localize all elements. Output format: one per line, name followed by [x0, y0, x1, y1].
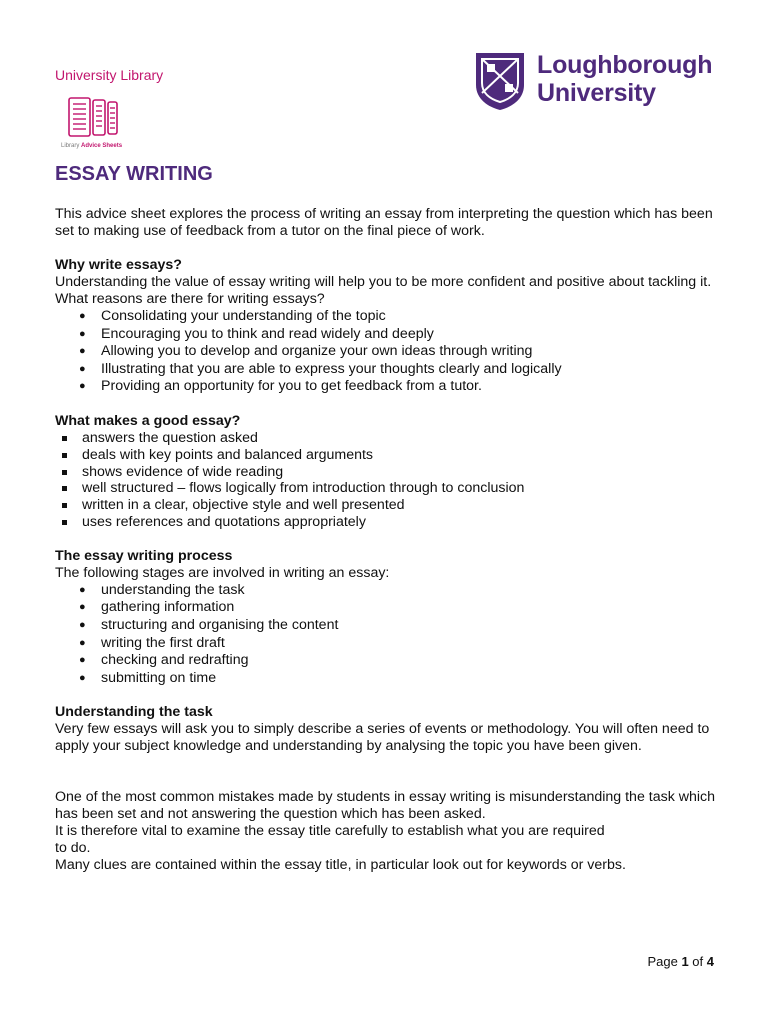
process-paragraph: The following stages are involved in writing an essay: [55, 564, 390, 581]
list-item: ● Illustrating that you are able to express your thoughts clearly and logically [79, 360, 562, 377]
task-paragraph-3-line-1: It is therefore vital to examine the essay title carefully to establish what you are required [55, 823, 605, 840]
list-item: ● writing the first draft [79, 634, 225, 651]
square-bullet-icon [62, 486, 67, 491]
section-heading-task: Understanding the task [55, 704, 213, 721]
square-bullet-icon [62, 470, 67, 475]
page-number: Page 1 of 4 [647, 954, 714, 969]
why-paragraph: Understanding the value of essay writing will help you to be more confident and positive about tackling it. What reasons are there for writing essays? [55, 274, 712, 307]
bullet-icon: ● [79, 310, 86, 322]
section-heading-process: The essay writing process [55, 547, 233, 564]
task-paragraph-2: One of the most common mistakes made by students in essay writing is misunderstanding the task which has been set and not answering the question which has been asked. [55, 789, 716, 823]
list-item: ● submitting on time [79, 669, 217, 686]
square-bullet-icon [62, 503, 67, 508]
process-list [55, 582, 723, 688]
bullet-icon: ● [79, 362, 86, 375]
list-item: written in a clear, objective style and well presented [55, 497, 723, 514]
list-item: ● gathering information [79, 599, 235, 616]
bullet-icon: ● [79, 618, 86, 631]
task-paragraph-3-line-2: to do. [55, 840, 91, 857]
square-bullet-icon [62, 453, 67, 458]
bullet-icon: ● [79, 583, 86, 596]
list-item: shows evidence of wide reading [55, 464, 723, 481]
section-heading-good-essay: What makes a good essay? [55, 412, 241, 429]
good-essay-list [55, 430, 723, 531]
list-item: ● Providing an opportunity for you to get feedback from a tutor. [79, 378, 482, 395]
task-paragraph-1: Very few essays will ask you to simply describe a series of events or methodology. You will often need to apply your subject knowledge and understanding by analysing the topic you have been given. [55, 721, 710, 755]
bullet-icon: ● [79, 654, 86, 667]
page-title: ESSAY WRITING [55, 163, 213, 185]
list-item: well structured – flows logically from introduction through to conclusion [55, 480, 723, 497]
list-item: ● Consolidating your understanding of the topic [79, 308, 386, 324]
advice-sheets-caption: Library Advice Sheets [61, 143, 123, 149]
why-list [55, 308, 723, 396]
unit-name: University Library [55, 67, 164, 83]
list-item: deals with key points and balanced arguments [55, 447, 723, 464]
bullet-icon: ● [79, 345, 86, 358]
bullet-icon: ● [79, 380, 86, 393]
bullet-icon: ● [79, 671, 86, 684]
university-logo-text: Loughborough University [537, 51, 713, 107]
list-item: ● Encouraging you to think and read widely and deeply [79, 325, 434, 342]
task-paragraph-4: Many clues are contained within the essay title, in particular look out for keywords or verbs. [55, 857, 626, 874]
section-heading-why: Why write essays? [55, 257, 182, 273]
list-item: ● understanding the task [79, 581, 245, 598]
list-item: answers the question asked [55, 430, 723, 447]
list-item: ● checking and redrafting [79, 652, 249, 669]
bullet-icon: ● [79, 601, 86, 614]
square-bullet-icon [62, 520, 67, 525]
bullet-icon: ● [79, 636, 86, 649]
document-body [55, 206, 723, 874]
square-bullet-icon [62, 436, 67, 441]
list-item: uses references and quotations appropriately [55, 514, 723, 531]
university-logo [474, 51, 724, 111]
list-item: ● Allowing you to develop and organize your own ideas through writing [79, 343, 533, 360]
university-crest-icon [474, 51, 526, 111]
intro-paragraph: This advice sheet explores the process of writing an essay from interpreting the question which has been set to making use of feedback from a tutor on the final piece of work. [55, 206, 713, 239]
bullet-icon: ● [79, 327, 86, 340]
list-item: ● structuring and organising the content [79, 616, 339, 633]
